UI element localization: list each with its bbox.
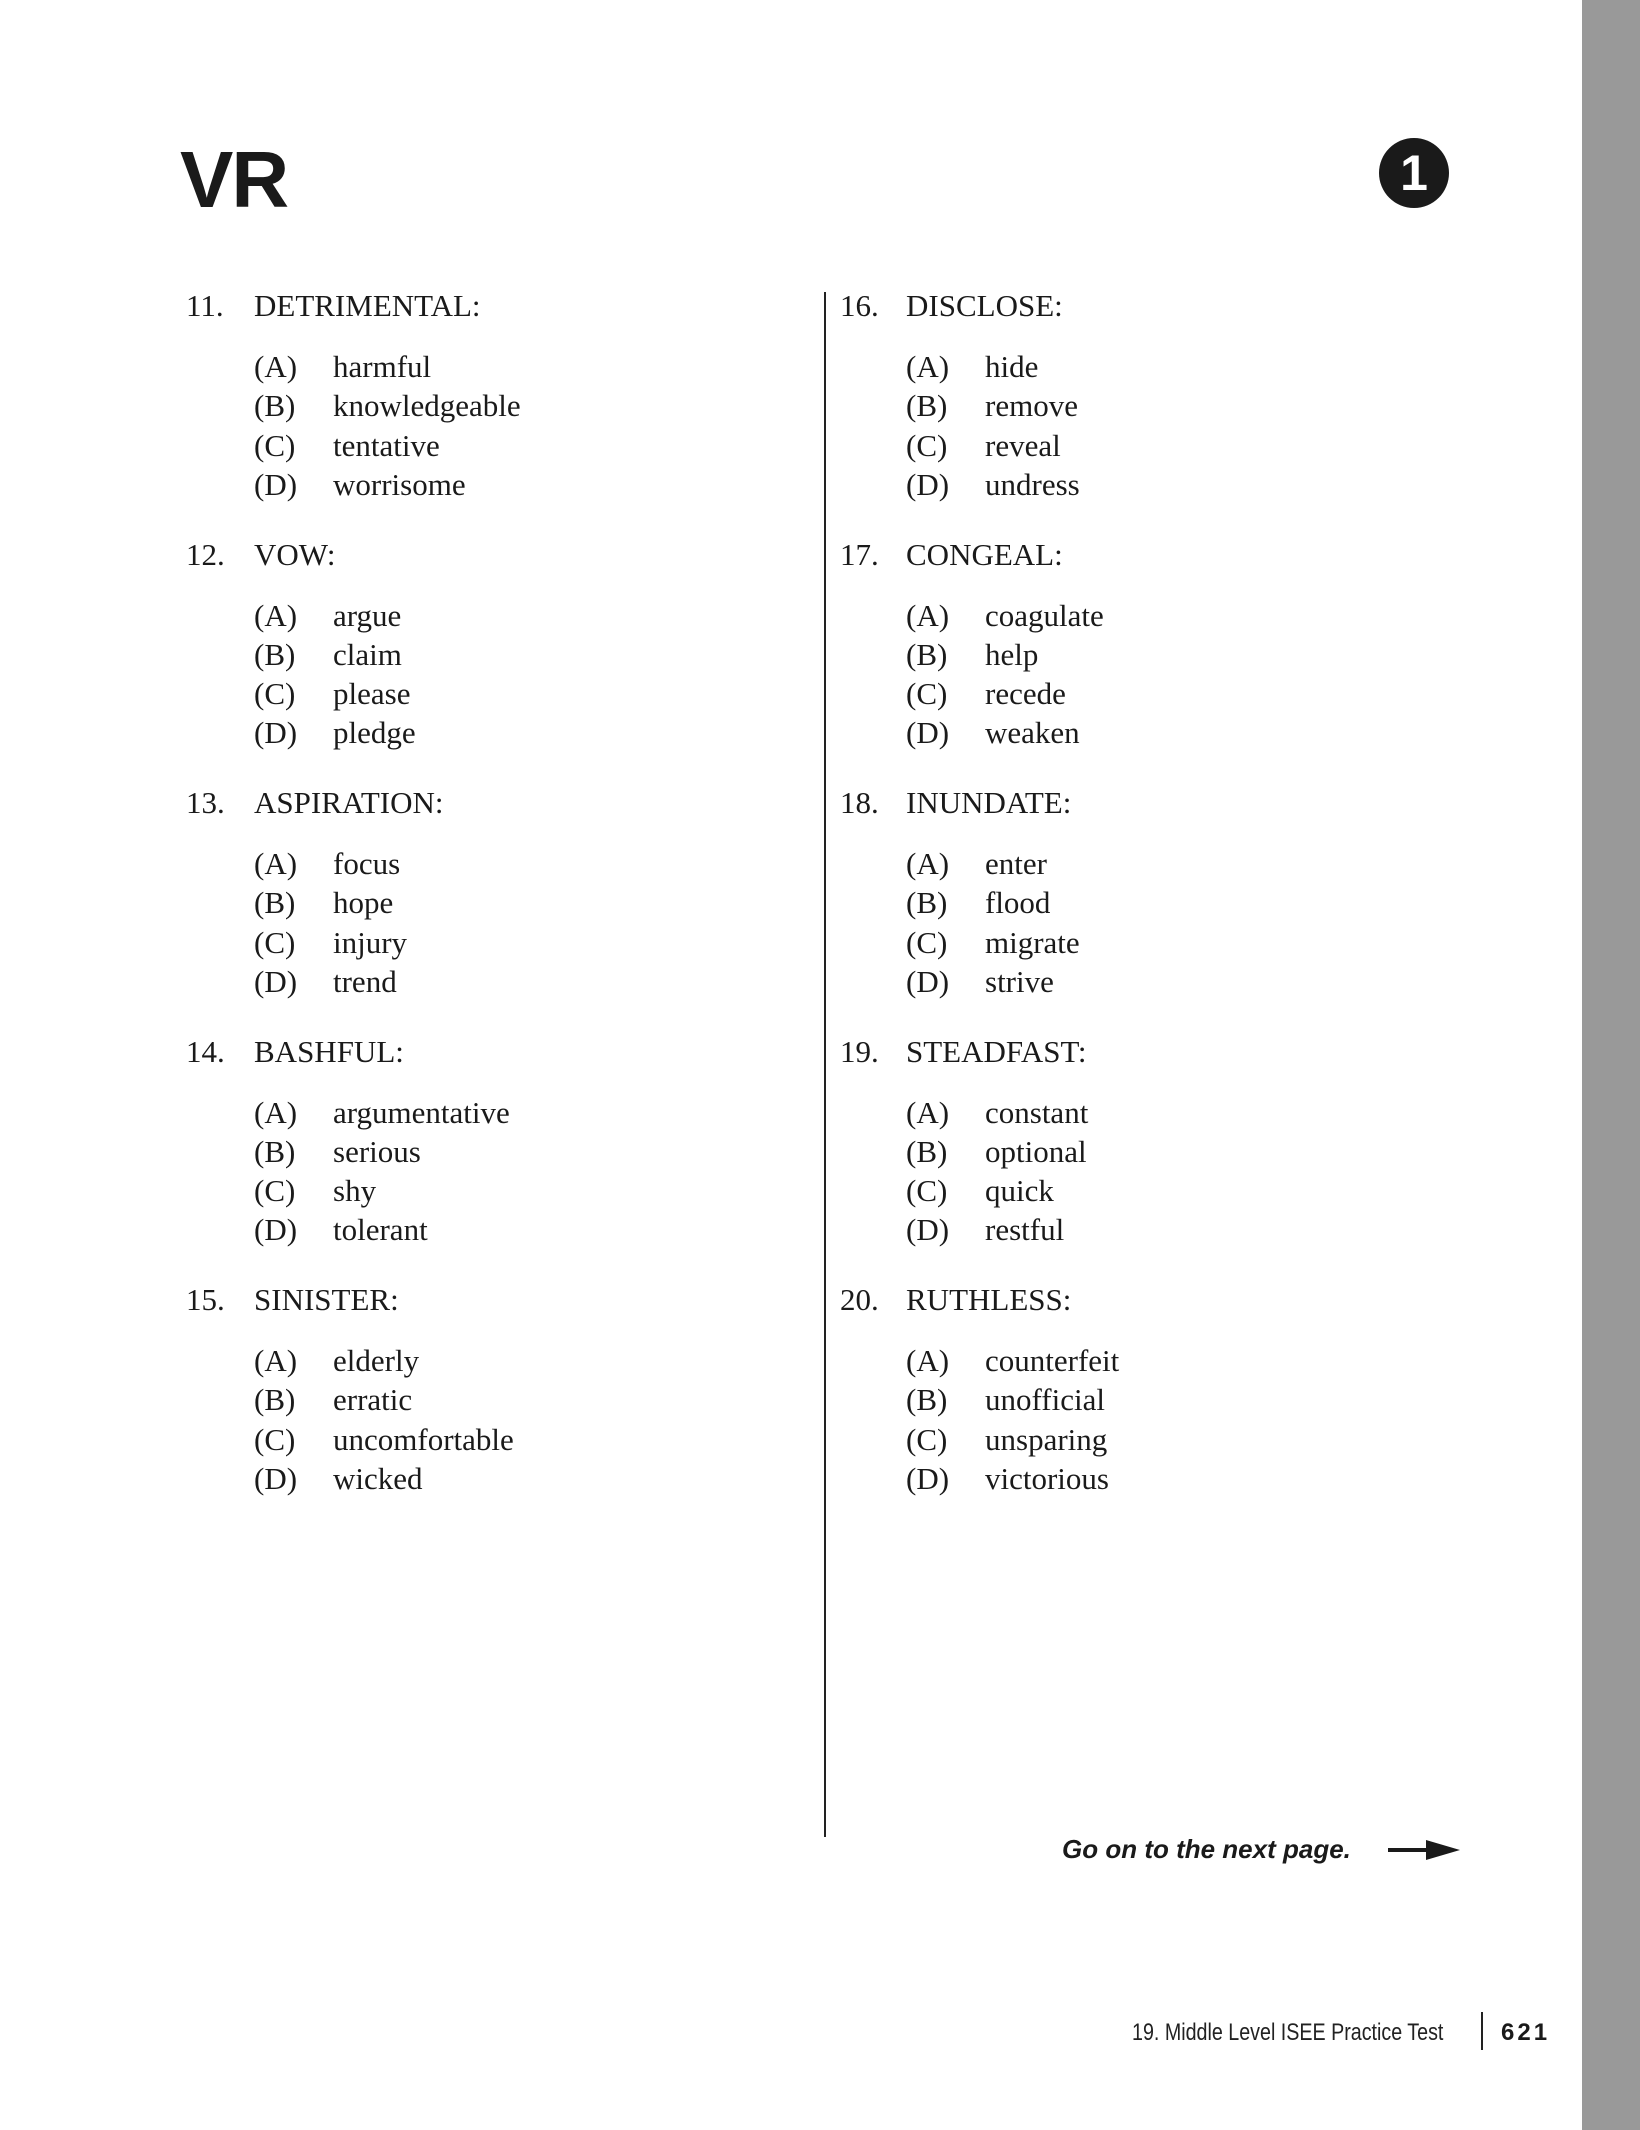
option-text: undress [985,466,1080,502]
option-text: strive [985,963,1054,999]
option-text: erratic [333,1382,413,1418]
option-letter: (D) [906,715,950,751]
option-text: serious [333,1133,421,1169]
option-text: worrisome [333,466,466,502]
option-letter: (B) [906,1382,948,1418]
question-number: 15. [186,1282,225,1317]
option-text: reveal [985,427,1061,463]
option-letter: (C) [906,1173,948,1209]
question-number: 17. [840,536,879,572]
option-text: quick [985,1173,1054,1209]
option-letter: (C) [906,676,948,712]
option-letter: (A) [906,349,950,384]
option-letter: (B) [906,885,948,921]
question-word: SINISTER: [254,1282,399,1317]
option-text: unsparing [985,1421,1108,1457]
option-text: unofficial [985,1382,1105,1418]
option-text: injury [333,924,408,960]
option-text: constant [985,1094,1089,1130]
option-letter: (C) [254,676,296,712]
next-page-note: Go on to the next page. [1062,1834,1351,1864]
option-letter: (C) [906,427,948,463]
footer-separator [1481,2012,1483,2050]
question-word: INUNDATE: [906,785,1072,820]
option-text: restful [985,1212,1065,1248]
option-letter: (C) [254,924,296,960]
option-letter: (D) [254,1212,298,1248]
option-text: recede [985,676,1066,712]
question-word: RUTHLESS: [906,1282,1072,1317]
option-letter: (D) [254,715,298,751]
option-text: harmful [333,349,432,384]
option-letter: (A) [254,597,298,633]
option-letter: (D) [254,963,298,999]
section-title: VR [180,135,288,224]
option-text: optional [985,1133,1087,1169]
option-letter: (B) [906,388,948,424]
option-letter: (B) [254,636,296,672]
option-text: help [985,636,1039,672]
question-number: 13. [186,785,225,820]
option-text: coagulate [985,597,1104,633]
page-number: 621 [1501,2019,1551,2046]
question-word: ASPIRATION: [254,785,444,820]
option-letter: (D) [906,466,950,502]
option-text: focus [333,846,401,881]
option-letter: (B) [254,1382,296,1418]
option-text: knowledgeable [333,388,521,424]
option-letter: (D) [906,963,950,999]
option-text: tentative [333,427,440,463]
option-letter: (A) [254,349,298,384]
option-text: hope [333,885,394,921]
arrow-right-icon [1388,1838,1460,1862]
option-letter: (C) [254,1173,296,1209]
option-letter: (B) [906,636,948,672]
option-text: argue [333,597,402,633]
option-text: tolerant [333,1212,428,1248]
question-word: DETRIMENTAL: [254,288,481,323]
option-letter: (A) [254,1094,298,1130]
option-letter: (B) [906,1133,948,1169]
option-letter: (C) [906,1421,948,1457]
option-letter: (C) [254,1421,296,1457]
option-text: wicked [333,1460,423,1496]
option-letter: (A) [906,846,950,881]
option-text: argumentative [333,1094,510,1130]
option-text: counterfeit [985,1343,1120,1378]
question-word: CONGEAL: [906,536,1063,572]
option-letter: (D) [254,1460,298,1496]
page-edge-tab [1582,0,1640,2130]
option-text: hide [985,349,1039,384]
column-divider [824,292,826,1837]
section-number-badge: 1 [1379,138,1449,208]
option-letter: (C) [254,427,296,463]
footer-chapter: 19. Middle Level ISEE Practice Test [1132,2019,1444,2046]
question-number: 20. [840,1282,879,1317]
option-letter: (D) [906,1460,950,1496]
option-text: migrate [985,924,1080,960]
option-letter: (C) [906,924,948,960]
option-text: uncomfortable [333,1421,514,1457]
question-number: 12. [186,536,225,572]
option-text: flood [985,885,1051,921]
option-letter: (B) [254,388,296,424]
option-letter: (D) [906,1212,950,1248]
question-number: 16. [840,288,879,323]
option-letter: (A) [906,597,950,633]
option-text: victorious [985,1460,1109,1496]
option-text: weaken [985,715,1080,751]
question-word: STEADFAST: [906,1033,1087,1069]
option-letter: (B) [254,885,296,921]
question-word: BASHFUL: [254,1033,404,1069]
question-number: 14. [186,1033,225,1069]
option-text: enter [985,846,1047,881]
option-text: claim [333,636,402,672]
question-number: 18. [840,785,879,820]
option-letter: (A) [254,1343,298,1378]
option-text: elderly [333,1343,420,1378]
option-letter: (B) [254,1133,296,1169]
option-letter: (D) [254,466,298,502]
option-letter: (A) [906,1094,950,1130]
option-text: trend [333,963,397,999]
question-number: 19. [840,1033,879,1069]
option-text: please [333,676,411,712]
option-text: remove [985,388,1078,424]
option-text: pledge [333,715,416,751]
question-number: 11. [186,288,224,323]
option-letter: (A) [254,846,298,881]
question-word: VOW: [254,536,336,572]
option-letter: (A) [906,1343,950,1378]
option-text: shy [333,1173,377,1209]
question-word: DISCLOSE: [906,288,1063,323]
